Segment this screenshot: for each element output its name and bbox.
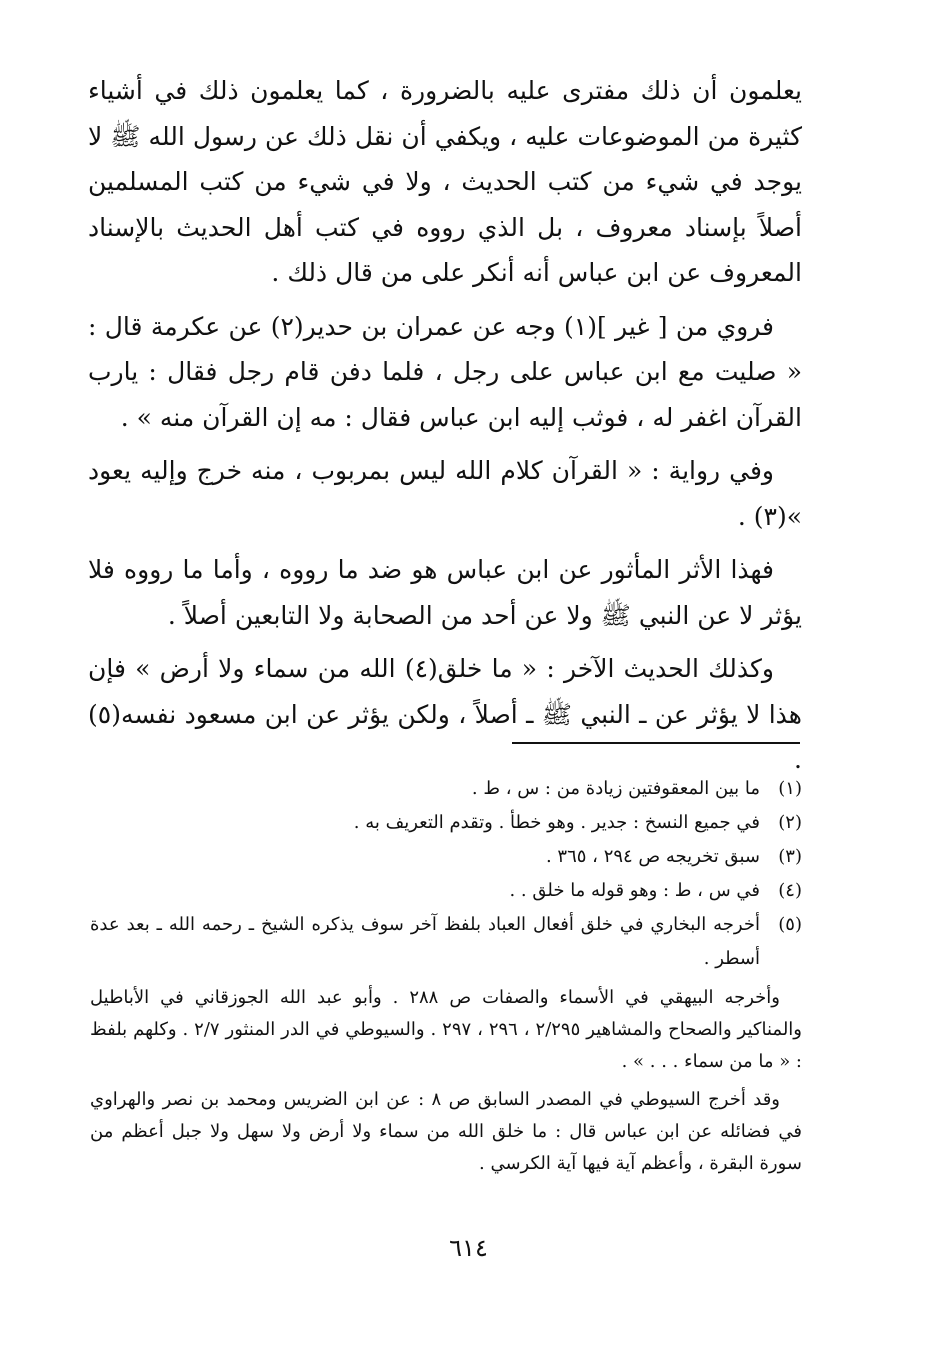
footnote-number: (٣) [778,846,802,867]
footnote [90,874,802,908]
page-number: ٦١٤ [449,1234,488,1262]
footnote-continuation: وأخرجه البيهقي في الأسماء والصفات ص ٢٨٨ . وأبو عبد الله الجوزقاني في الأباطيل والمناكير والصحاح والمشاهير ٢/٢٩٥ ، ٢٩٦ ، ٢٩٧ . والسيوطي في الدر المنثور ٢/٧ . وكلهم بلفظ : « ما من سماء . . . » . [90,987,802,1072]
main-text [88,68,802,791]
paragraph: وكذلك الحديث الآخر : « ما خلق(٤) الله من سماء ولا أرض » فإن هذا لا يؤثر عن ـ النبي ﷺ ـ أصلاً ، ولكن يؤثر عن ابن مسعود نفسه(٥) . [88,654,802,774]
footnote-continuation: وقد أخرج السيوطي في المصدر السابق ص ٨ : عن ابن الضريس ومحمد بن نصر والهراوي في فضائله عن ابن عباس قال : ما خلق الله من سماء ولا أرض ولا سهل ولا جبل أعظم من سورة البقرة ، وأعظم آية فيها آية الكرسي . [90,1089,802,1174]
footnote-text: ما بين المعقوفتين زيادة من : س ، ط . [471,778,760,799]
footnote [90,908,802,976]
paragraph: وفي رواية : « القرآن كلام الله ليس بمربوب ، منه خرج وإليه يعود »(٣) . [88,456,802,531]
paragraph: فروي من [ غير ](١) وجه عن عمران بن حدير(٢) عن عكرمة قال : « صليت مع ابن عباس على رجل ، فلما دفن قام رجل فقال : يارب القرآن اغفر له ، فوثب إليه ابن عباس فقال : مه إن القرآن منه » . [88,311,802,432]
footnote [90,806,802,840]
footnote-text: في جميع النسخ : جدير . وهو خطأ . وتقدم التعريف به . [353,812,760,833]
footnote-text: في س ، ط : وهو قوله ما خلق . . [509,880,760,901]
footnote-number: (٥) [778,914,802,935]
footnote [90,772,802,806]
footnote [90,840,802,874]
footnote-text: سبق تخريجه ص ٢٩٤ ، ٣٦٥ . [545,846,760,867]
footnote-number: (١) [778,778,802,799]
footnote-number: (٢) [778,812,802,833]
footnote-number: (٤) [778,880,802,901]
footnote-divider [512,742,800,744]
footnotes [90,772,802,1180]
paragraph: يعلمون أن ذلك مفترى عليه بالضرورة ، كما يعلمون ذلك في أشياء كثيرة من الموضوعات عليه ، ويكفي أن نقل ذلك عن رسول الله ﷺ لا يوجد في شيء من كتب الحديث ، ولا في شيء من كتب المسلمين أصلاً بإسناد معروف ، بل الذي رووه في كتب أهل الحديث بالإسناد المعروف عن ابن عباس أنه أنكر على من قال ذلك . [88,76,802,287]
footnote-text: أخرجه البخاري في خلق أفعال العباد بلفظ آخر سوف يذكره الشيخ ـ رحمه الله ـ بعد عدة أسطر . [90,914,760,969]
paragraph: فهذا الأثر المأثور عن ابن عباس هو ضد ما رووه ، وأما ما رووه فلا يؤثر لا عن النبي ﷺ ولا عن أحد من الصحابة ولا التابعين أصلاً . [88,555,802,630]
